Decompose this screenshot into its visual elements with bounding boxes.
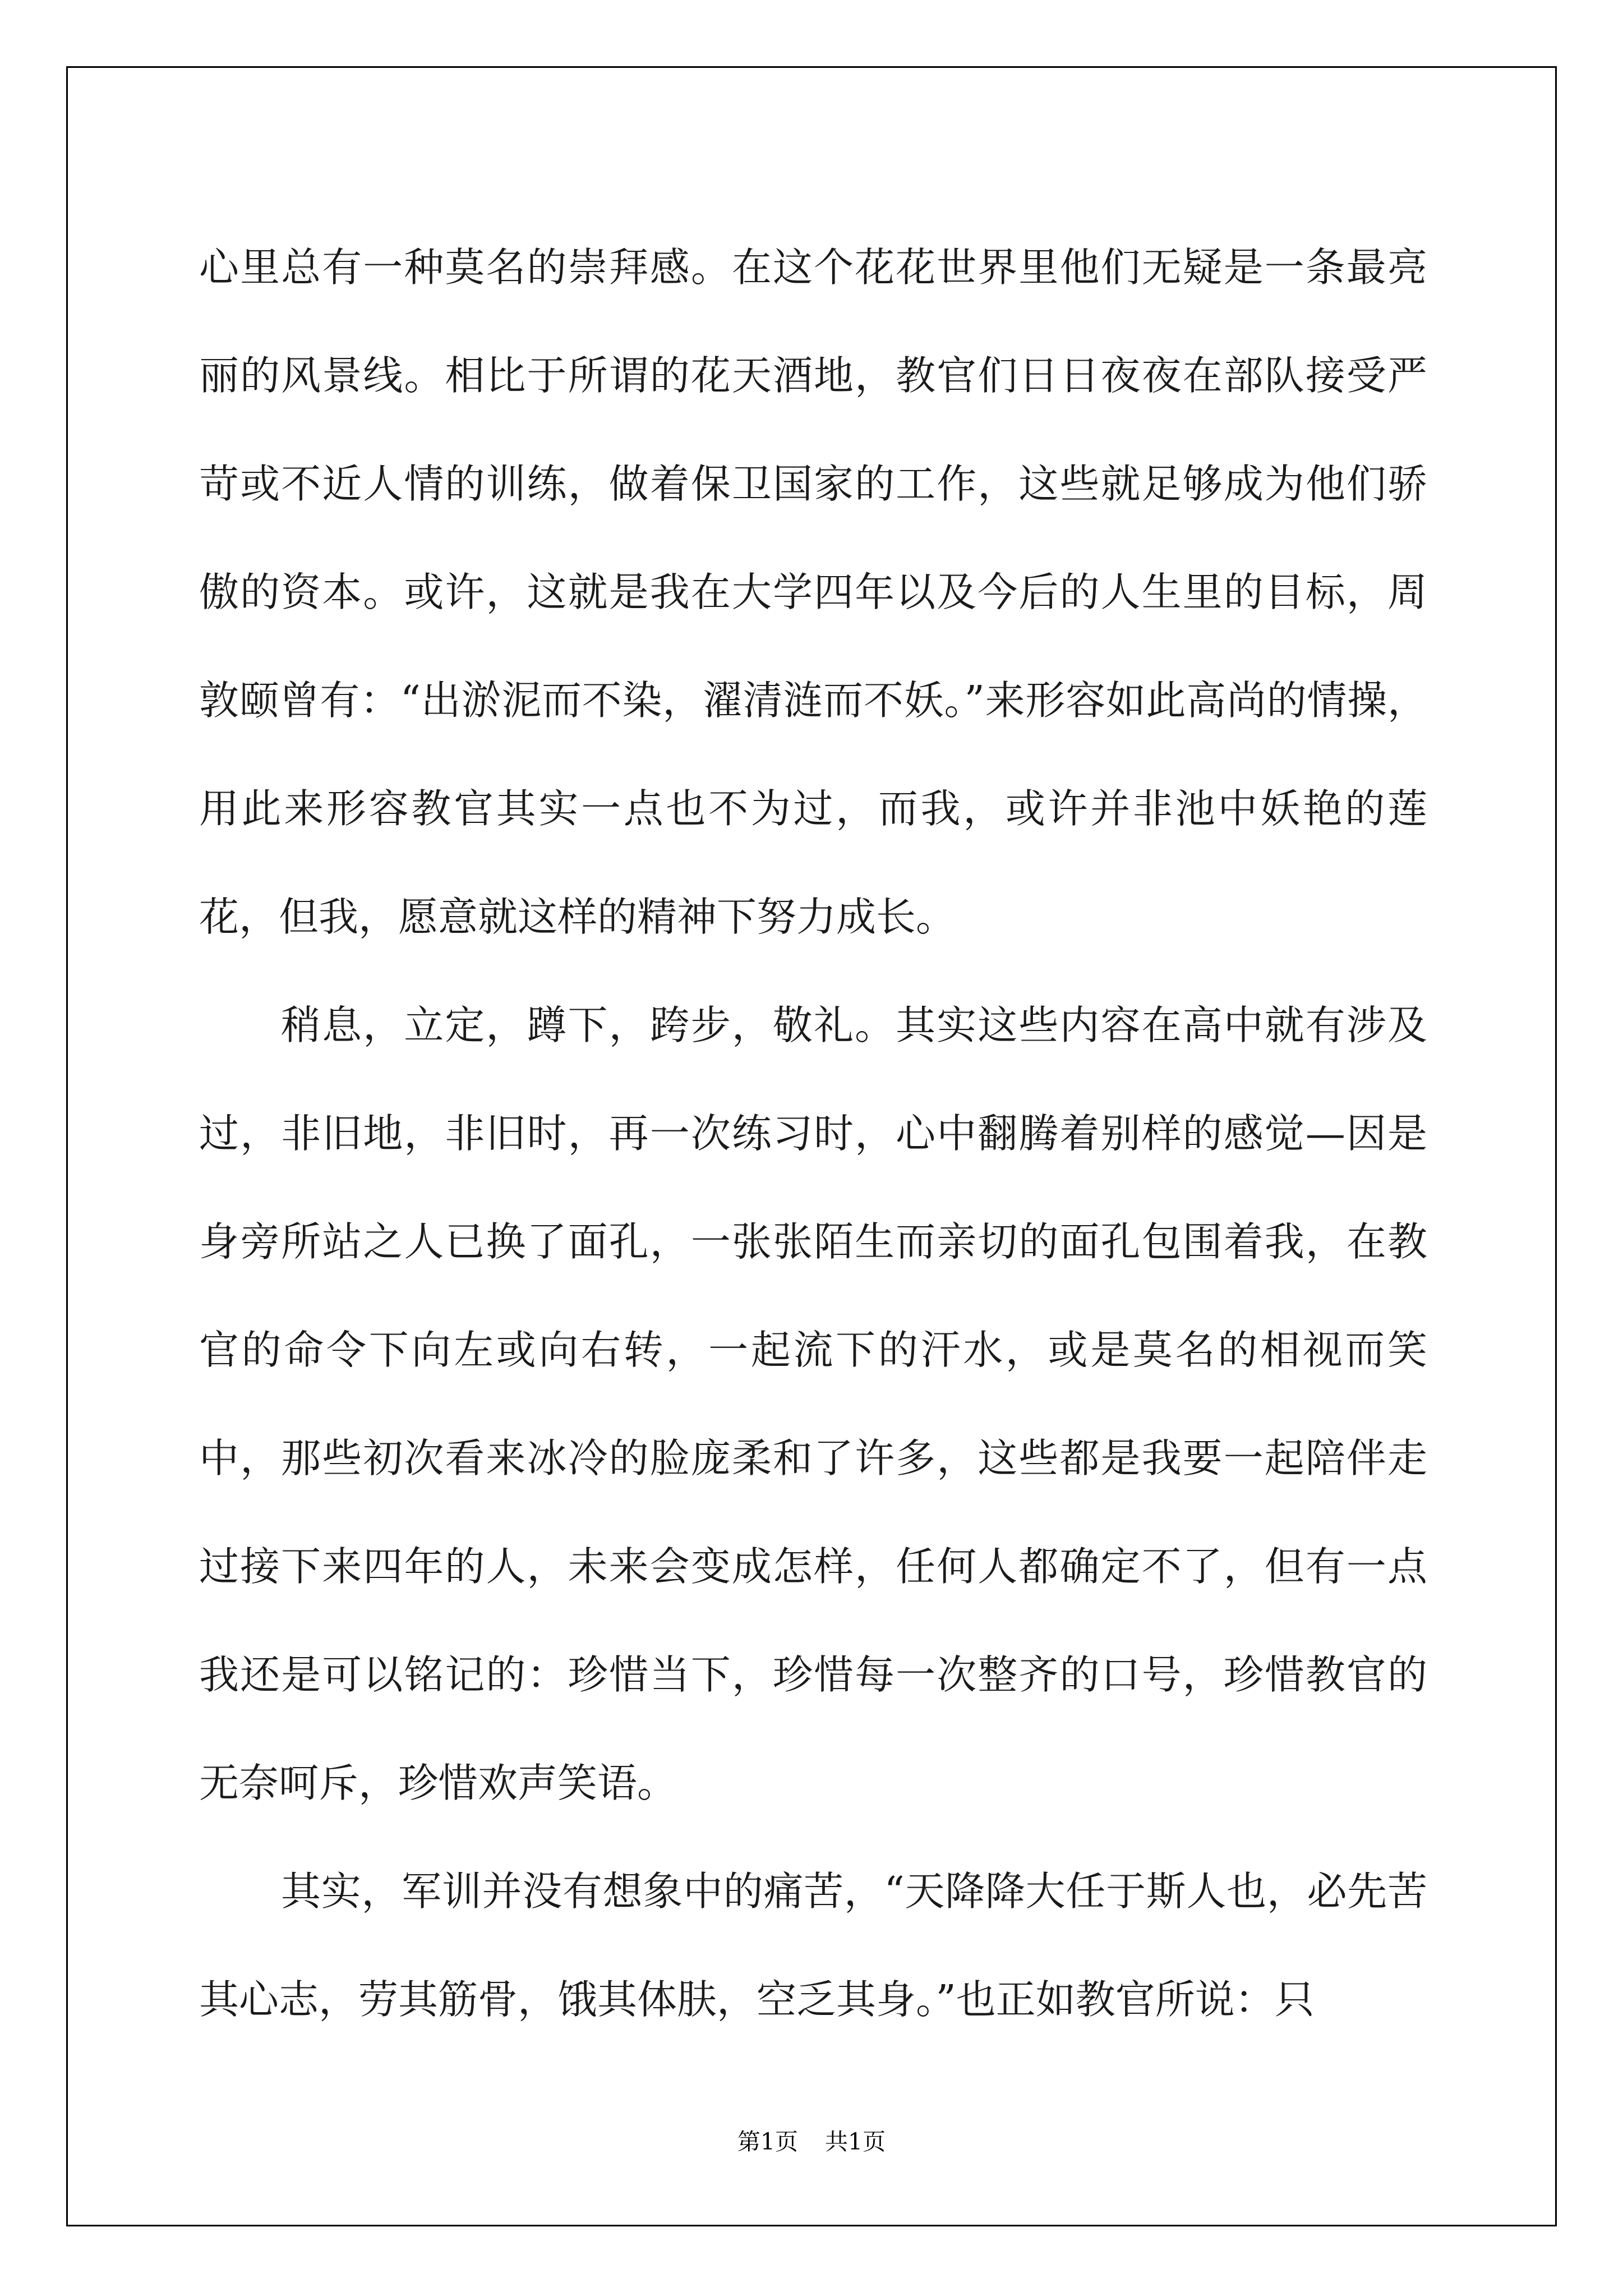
document-body [199,213,1427,2054]
page-total: 共1页 [825,2128,886,2155]
paragraph-2: 稍息，立定，蹲下，跨步，敬礼。其实这些内容在高中就有涉及过，非旧地，非旧时，再一次练习时，心中翻腾着别样的感觉—因是身旁所站之人已换了面孔，一张张陌生而亲切的面孔包围着我，在教官的命令下向左或向右转，一起流下的汗水，或是莫名的相视而笑中，那些初次看来冰冷的脸庞柔和了许多，这些都是我要一起陪伴走过接下来四年的人，未来会变成怎样，任何人都确定不了，但有一点我还是可以铭记的：珍惜当下，珍惜每一次整齐的口号，珍惜教官的无奈呵斥，珍惜欢声笑语。 [199,1002,1427,1806]
page-number: 第1页 [737,2128,798,2155]
paragraph-1: 心里总有一种莫名的崇拜感。在这个花花世界里他们无疑是一条最亮丽的风景线。相比于所谓的花天酒地，教官们日日夜夜在部队接受严苛或不近人情的训练，做着保卫国家的工作，这些就足够成为他们骄傲的资本。或许，这就是我在大学四年以及今后的人生里的目标，周敦颐曾有：“出淤泥而不染，濯清涟而不妖。”来形容如此高尚的情操，用此来形容教官其实一点也不为过，而我，或许并非池中妖艳的莲花，但我，愿意就这样的精神下努力成长。 [199,244,1427,940]
paragraph-3: 其实，军训并没有想象中的痛苦，“天降降大任于斯人也，必先苦其心志，劳其筋骨，饿其体肤，空乏其身。”也正如教官所说：只 [199,1868,1427,2023]
page-footer [0,2125,1623,2159]
